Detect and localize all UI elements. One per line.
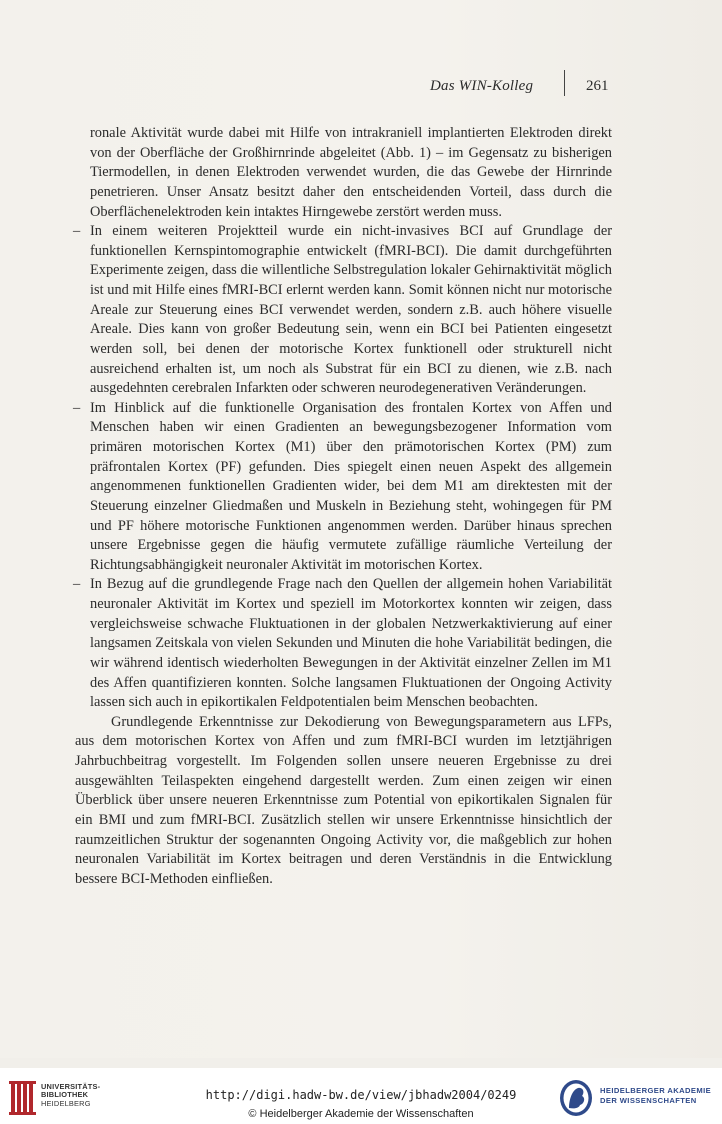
paragraph-final: Grundlegende Erkenntnisse zur Dekodierung von Bewegungsparametern aus LFPs, aus dem motorischen Kortex von Affen und zum fMRI-BCI wurden im letztjährigen Jahrbuchbeitrag vorgestellt. Im Folgenden sollen unsere neueren Ergebnisse zu drei ausgewählten Teilaspekten eingehend dargestellt werden. Zum einen zeigen wir einen Überblick über unsere neueren Erkenntnisse zum Potential von epikortikalen Signalen für ein BMI und zum fMRI-BCI. Zusätzlich stellen wir unsere Erkenntnisse hinsichtlich der raumzeitlichen Struktur der sogenannten Ongoing Activity vor, die maßgeblich zur hohen neuronalen Variabilität im Kortex beitragen und deren Verständnis in die Entwicklung bessere BCI-Methoden einfließen. bbox=[75, 713, 612, 887]
page-number: 261 bbox=[586, 78, 609, 94]
list-item-text: In Bezug auf die grundlegende Frage nach den Quellen der allgemein hohen Variabilität neuronaler Aktivität im Kortex und speziell im Motorkortex konnten wir zeigen, dass vergleichsweise schwache Fluktuationen in der globalen Netzwerkaktivierung auf einer langsamen Zeitskala von vielen Sekunden und Minuten die hohe Variabilität bedingen, die wir während identisch wiederholten Bewegungen in der Aktivität einzelner Zellen im M1 des Affen quantifizieren konnten. Solche langsamen Fluktuationen der Ongoing Activity lassen sich auch in epikortikalen Feldpotentialen beim Menschen beobachten. bbox=[90, 576, 612, 711]
dash-bullet: – bbox=[73, 576, 81, 593]
library-line-3: HEIDELBERG bbox=[41, 1098, 91, 1108]
library-line-2: BIBLIOTHEK bbox=[41, 1090, 89, 1100]
footer-bar bbox=[0, 1068, 722, 1124]
list-item bbox=[73, 399, 612, 576]
list-item bbox=[73, 575, 612, 712]
academy-line-1: HEIDELBERGER AKADEMIE bbox=[600, 1086, 712, 1095]
list-item bbox=[73, 222, 612, 399]
dash-bullet: – bbox=[73, 399, 81, 416]
list-item-text: In einem weiteren Projektteil wurde ein nicht-invasives BCI auf Grundlage der funktionellen Kernspintomographie entwickelt (fMRI-BCI). Die damit durchgeführten Experimente zeigen, dass die willentliche Selbstregulation lokaler Gehirnaktivität möglich ist und mit Hilfe eines fMRI-BCI erlernt werden kann. Somit können nicht nur motorische Areale zur Steuerung eines BCI verwendet werden, sondern z.B. auch höhere visuelle Areale. Dies kann von großer Bedeutung sein, wenn ein BCI bei Patienten eingesetzt werden soll, bei denen der motorische Kortex funktionell oder strukturell nicht ausreichend erhalten ist, um noch als Substrat für ein BCI zu dienen, wie z.B. nach ausgedehnten cerebralen Infarkten oder schweren neurodegenerativen Veränderungen. bbox=[90, 223, 612, 397]
library-line-1: UNIVERSITÄTS- bbox=[41, 1082, 101, 1091]
running-title: Das WIN-Kolleg bbox=[430, 78, 534, 94]
copyright-notice: © Heidelberger Akademie der Wissenschaften bbox=[248, 1108, 474, 1120]
list-item-text: Im Hinblick auf die funktionelle Organisation des frontalen Kortex von Affen und Menschen haben wir einen Gradienten an bewegungsbezogener Information vom primären motorischen Kortex (M1) über den prämotorischen Kortex (PM) zum präfrontalen Kortex (PF) gefunden. Dies spiegelt einen neuen Aspekt des allgemein angenommenen funktionellen Gradienten wider, bei dem M1 am direktesten mit der Steuerung einzelner Gliedmaßen und Muskeln in Beziehung steht, wohingegen für PM und PF höhere motorische Funktionen angenommen werden. Darüber hinaus sprechen unsere Ergebnisse gegen die häufig vermutete zufällige räumliche Verteilung der Richtungsabhängigkeit neuronaler Aktivität im motorischen Kortex. bbox=[90, 399, 612, 573]
body-text bbox=[73, 124, 612, 889]
academy-line-2: DER WISSENSCHAFTEN bbox=[600, 1096, 697, 1105]
academy-seal-icon[interactable] bbox=[558, 1078, 594, 1118]
header-divider bbox=[564, 70, 565, 96]
paragraph-continuation: ronale Aktivität wurde dabei mit Hilfe von intrakraniell implantierten Elektroden direkt von der Oberfläche der Großhirnrinde abgeleitet (Abb. 1) – im Gegensatz zu bisherigen Tiermodellen, in denen Elektroden verwendet wurden, die das Gewebe der Hirnrinde penetrieren. Unser Ansatz besitzt daher den entscheidenden Vorteil, dass durch die Oberflächenelektroden kein intaktes Hirngewebe zerstört werden muss. bbox=[90, 125, 612, 220]
academy-name[interactable] bbox=[600, 1086, 711, 1106]
dash-bullet: – bbox=[73, 223, 81, 240]
permalink-url[interactable]: http://digi.hadw-bw.de/view/jbhadw2004/0249 bbox=[205, 1088, 517, 1102]
